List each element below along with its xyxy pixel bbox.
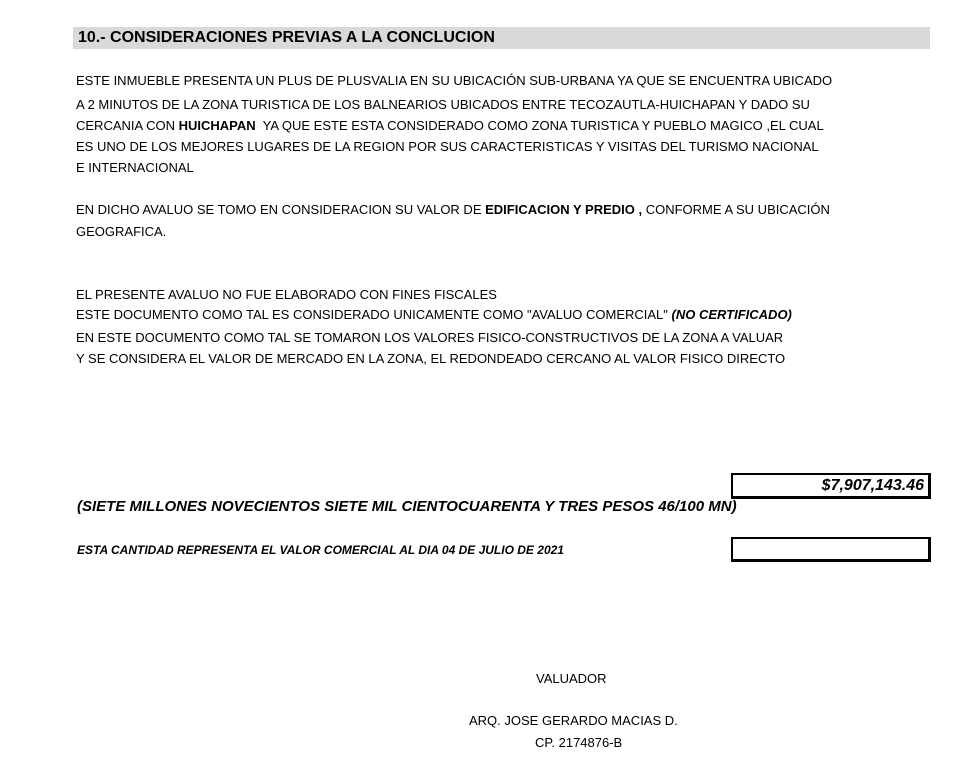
commercial-value-note: ESTA CANTIDAD REPRESENTA EL VALOR COMERCIAL AL DIA 04 DE JULIO DE 2021 [77, 543, 564, 557]
paragraph-3-line-2-text: ESTE DOCUMENTO COMO TAL ES CONSIDERADO UNICAMENTE COMO "AVALUO COMERCIAL" [76, 307, 672, 322]
no-certificado-highlight: (NO CERTIFICADO) [671, 307, 792, 322]
amount-box [731, 473, 931, 499]
paragraph-2-line-1-text: EN DICHO AVALUO SE TOMO EN CONSIDERACION SU VALOR DE [76, 202, 486, 217]
valuation-amount: $7,907,143.46 [821, 477, 924, 494]
paragraph-3-line-1: EL PRESENTE AVALUO NO FUE ELABORADO CON FINES FISCALES [76, 287, 497, 302]
huichapan-highlight: HUICHAPAN [178, 118, 256, 133]
paragraph-1-line-4: ES UNO DE LOS MEJORES LUGARES DE LA REGION POR SUS CARACTERISTICAS Y VISITAS DEL TURISMO NACIONAL [76, 139, 819, 154]
paragraph-1-line-2: A 2 MINUTOS DE LA ZONA TURISTICA DE LOS BALNEARIOS UBICADOS ENTRE TECOZAUTLA-HUICHAPAN Y DADO SU [76, 97, 810, 112]
paragraph-2-line-1 [76, 202, 830, 218]
paragraph-1-line-5: E INTERNACIONAL [76, 160, 194, 175]
paragraph-3-line-2 [76, 307, 792, 323]
edificacion-predio-highlight: EDIFICACION Y PREDIO , [485, 202, 643, 217]
paragraph-2-line-1-rest: CONFORME A SU UBICACIÓN [642, 202, 830, 217]
amount-in-words: (SIETE MILLONES NOVECIENTOS SIETE MIL CIENTOCUARENTA Y TRES PESOS 46/100 MN) [77, 498, 737, 515]
professional-license: CP. 2174876-B [535, 735, 623, 750]
paragraph-1-line-1: ESTE INMUEBLE PRESENTA UN PLUS DE PLUSVALIA EN SU UBICACIÓN SUB-URBANA YA QUE SE ENCUENTRA UBICADO [76, 73, 833, 88]
paragraph-3-line-4: Y SE CONSIDERA EL VALOR DE MERCADO EN LA ZONA, EL REDONDEADO CERCANO AL VALOR FISICO DIRECTO [76, 351, 786, 366]
empty-value-box [731, 537, 931, 562]
valuador-label: VALUADOR [536, 671, 607, 686]
paragraph-1-line-3-rest: YA QUE ESTE ESTA CONSIDERADO COMO ZONA TURISTICA Y PUEBLO MAGICO ,EL CUAL [255, 118, 824, 133]
paragraph-2-line-2: GEOGRAFICA. [76, 224, 167, 239]
section-title: 10.- CONSIDERACIONES PREVIAS A LA CONCLUCION [78, 29, 495, 46]
paragraph-1-line-3-text: CERCANIA CON [76, 118, 179, 133]
paragraph-1-line-3 [76, 118, 824, 134]
paragraph-3-line-3: EN ESTE DOCUMENTO COMO TAL SE TOMARON LOS VALORES FISICO-CONSTRUCTIVOS DE LA ZONA A VALUAR [76, 330, 784, 345]
valuador-name: ARQ. JOSE GERARDO MACIAS D. [469, 713, 678, 728]
